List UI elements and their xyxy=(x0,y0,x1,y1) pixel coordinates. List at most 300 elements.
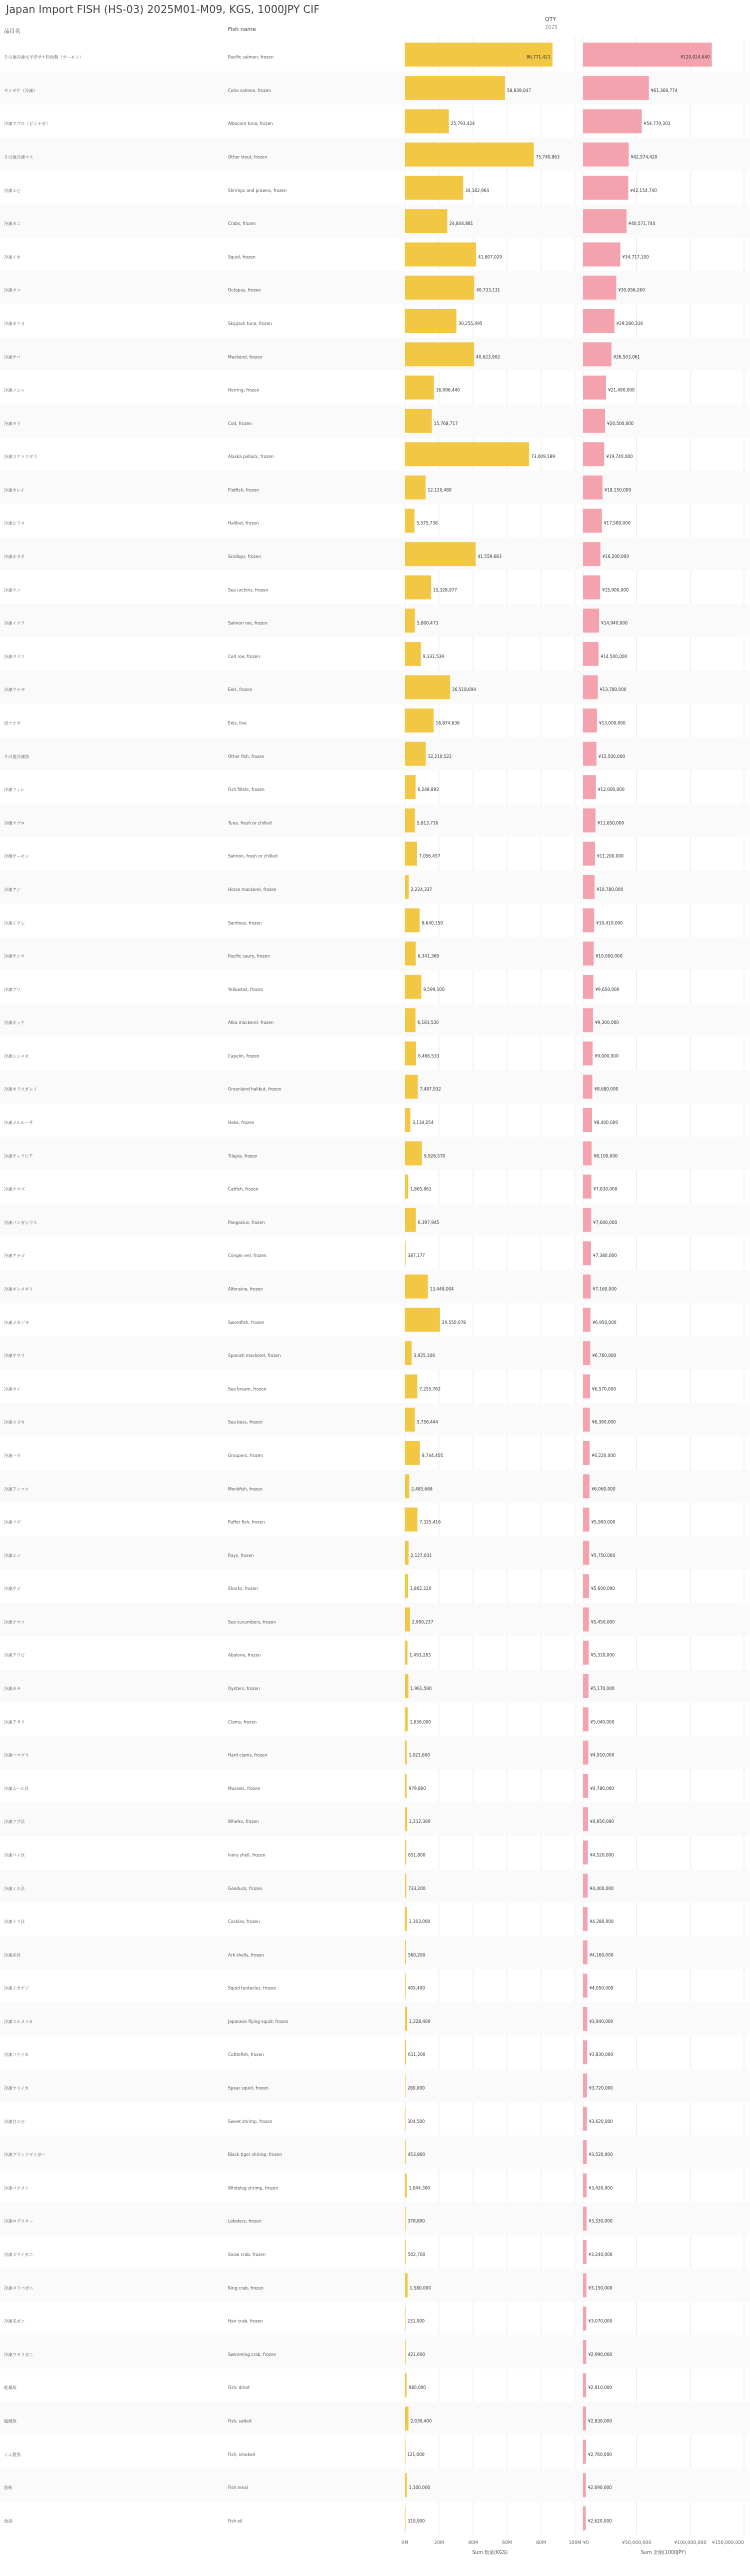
value-data-label: ¥14,940,000 xyxy=(601,620,628,626)
row-label-japanese: 冷凍アンコウ xyxy=(4,1486,29,1492)
qty-bar xyxy=(405,1141,422,1165)
row-label-english: Cockles, frozen xyxy=(228,1919,260,1925)
qty-data-label: 5,800,473 xyxy=(416,620,439,626)
row-label-japanese: 冷凍バイ貝 xyxy=(4,1852,25,1858)
row-label-japanese: 冷凍ティラピア xyxy=(4,1153,33,1159)
row-label-english: Other trout, frozen xyxy=(228,154,268,160)
row-label-japanese: 冷凍ブラックタイガー xyxy=(4,2152,46,2158)
value-data-label: ¥11,200,000 xyxy=(597,853,624,859)
qty-bar xyxy=(405,2373,407,2397)
qty-data-label: 560,200 xyxy=(407,1952,426,1958)
row-label-english: Swimming crab, frozen xyxy=(228,2351,277,2357)
value-data-label: ¥3,330,000 xyxy=(588,2218,613,2224)
row-label-japanese: 冷凍アジ xyxy=(4,886,21,892)
row-label-japanese: 魚油 xyxy=(4,2518,13,2524)
qty-data-label: 6,341,369 xyxy=(417,953,440,959)
qty-bar xyxy=(405,2240,406,2264)
row-label-english: Sea bass, frozen xyxy=(228,1419,263,1425)
row-label-english: Scallops, frozen xyxy=(228,554,262,560)
value-data-label: ¥2,760,000 xyxy=(587,2451,612,2457)
qty-bar xyxy=(405,1341,412,1365)
row-label-english: Groupers, frozen xyxy=(228,1452,263,1458)
qty-data-label: 3,925,106 xyxy=(413,1353,435,1359)
value-bar xyxy=(583,2440,586,2464)
qty-data-label: 2,485,668 xyxy=(411,1486,433,1492)
value-data-label: ¥9,650,000 xyxy=(595,986,620,992)
value-bar xyxy=(583,2473,586,2497)
row-label-japanese: その他冷凍魚 xyxy=(4,753,30,759)
qty-data-label: 2,224,337 xyxy=(410,886,433,892)
value-bar xyxy=(583,1041,593,1065)
value-data-label: ¥34,717,100 xyxy=(622,254,649,260)
row-label-english: King crab, frozen xyxy=(228,2285,264,2291)
qty-data-label: 75,740,863 xyxy=(535,154,560,160)
qty-data-label: 2,900,237 xyxy=(411,1619,434,1625)
value-data-label: ¥3,940,000 xyxy=(589,2018,614,2024)
row-label-japanese: 冷凍コウイカ xyxy=(4,2052,29,2058)
row-band xyxy=(0,2468,750,2501)
value-data-label: ¥3,420,000 xyxy=(588,2185,613,2191)
row-label-english: Oysters, frozen xyxy=(228,1686,260,1692)
value-data-label: ¥21,490,000 xyxy=(608,387,635,393)
qty-data-label: 2,127,031 xyxy=(410,1552,432,1558)
row-band xyxy=(0,2069,750,2102)
qty-bar xyxy=(405,2307,406,2331)
row-label-english: Swordfish, frozen xyxy=(228,1319,265,1325)
row-label-english: Black tiger shrimp, frozen xyxy=(228,2152,282,2158)
value-bar xyxy=(583,1175,591,1199)
row-label-english: Fish oil xyxy=(228,2518,243,2524)
row-label-english: Fish, smoked xyxy=(228,2451,256,2457)
value-bar xyxy=(583,1308,590,1332)
row-band xyxy=(0,737,750,770)
row-label-english: Salmon roe, frozen xyxy=(228,620,268,626)
value-bar xyxy=(583,908,594,932)
value-tick-label: ¥0 xyxy=(583,2541,589,2546)
row-label-english: Conger eel, frozen xyxy=(228,1253,267,1259)
value-bar xyxy=(583,1774,588,1798)
qty-data-label: 16,874,636 xyxy=(435,720,460,726)
value-bar xyxy=(583,242,620,266)
row-label-japanese: 冷凍バナメイ xyxy=(4,2185,29,2191)
qty-data-label: 1,044,300 xyxy=(408,2185,431,2191)
qty-bar xyxy=(405,1275,428,1299)
qty-tick-label: 80M xyxy=(536,2541,546,2546)
row-label-japanese: その他冷凍マス xyxy=(4,154,34,160)
value-data-label: ¥7,830,000 xyxy=(593,1186,618,1192)
row-label-english: Hair crab, frozen xyxy=(228,2318,263,2324)
qty-data-label: 8,744,405 xyxy=(421,1452,444,1458)
row-band xyxy=(0,2335,750,2368)
qty-data-label: 24,844,881 xyxy=(449,221,474,227)
value-data-label: ¥9,000,000 xyxy=(594,1053,619,1059)
row-band xyxy=(0,1004,750,1037)
row-label-japanese: その他冷凍太平洋サケ科魚類（サーモン） xyxy=(4,54,84,60)
row-label-english: Cod, frozen xyxy=(228,420,252,426)
row-label-english: Greenland halibut, frozen xyxy=(228,1086,282,1092)
row-label-english: Hard clams, frozen xyxy=(228,1752,268,1758)
row-label-japanese: 冷凍タコ xyxy=(4,287,21,293)
value-bar xyxy=(583,176,628,200)
qty-bar xyxy=(405,575,431,599)
row-label-english: Albacore tuna, frozen xyxy=(228,121,273,127)
qty-data-label: 453,800 xyxy=(407,2152,426,2158)
value-data-label: ¥2,620,000 xyxy=(587,2518,612,2524)
qty-bar xyxy=(405,808,415,832)
row-label-english: Ark shells, frozen xyxy=(228,1952,265,1958)
row-label-english: Atka mackerel, frozen xyxy=(228,1020,274,1026)
row-label-english: Monkfish, frozen xyxy=(228,1486,263,1492)
row-label-japanese: 冷凍イカ xyxy=(4,254,21,260)
value-data-label: ¥5,600,000 xyxy=(591,1586,615,1592)
qty-bar xyxy=(405,276,474,300)
row-label-japanese: 冷凍ハマグリ xyxy=(4,1752,30,1758)
row-label-japanese: 冷凍ロブスター xyxy=(4,2218,34,2224)
value-bar xyxy=(583,1508,589,1532)
value-bar xyxy=(583,1641,589,1665)
value-bar xyxy=(583,1141,592,1165)
value-data-label: ¥3,070,000 xyxy=(588,2318,613,2324)
value-bar xyxy=(583,742,596,766)
qty-data-label: 405,400 xyxy=(407,1985,426,1991)
row-band xyxy=(0,1270,750,1303)
row-label-english: Eels, live xyxy=(228,720,247,726)
row-band xyxy=(0,1070,750,1103)
row-label-english: Whelks, frozen xyxy=(228,1819,259,1825)
row-label-english: Squid, frozen xyxy=(228,254,256,260)
row-label-japanese: 冷凍タラ xyxy=(4,420,21,426)
row-label-japanese: 冷凍タイ xyxy=(4,1386,21,1392)
value-bar xyxy=(583,1108,592,1132)
value-bar xyxy=(583,642,599,666)
value-data-label: ¥30,956,260 xyxy=(618,287,645,293)
row-label-english: Pacific saury, frozen xyxy=(228,953,270,959)
value-bar xyxy=(583,1208,591,1232)
row-label-english: Tilapia, frozen xyxy=(228,1153,258,1159)
row-label-english: Alfonsino, frozen xyxy=(228,1286,264,1292)
row-label-japanese: 冷凍ブリ xyxy=(4,986,21,992)
qty-data-label: 12,120,480 xyxy=(427,487,452,493)
row-label-japanese: 冷凍サワラ xyxy=(4,1353,25,1359)
value-bar xyxy=(583,1075,592,1099)
value-data-label: ¥3,720,000 xyxy=(588,2085,613,2091)
value-data-label: ¥29,280,316 xyxy=(616,320,644,326)
value-bar xyxy=(583,775,596,799)
qty-bar xyxy=(405,975,421,999)
qty-data-label: 16,996,440 xyxy=(435,387,460,393)
value-data-label: ¥120,024,640 xyxy=(680,54,710,60)
value-data-label: ¥4,650,000 xyxy=(589,1819,614,1825)
row-label-english: Hake, frozen xyxy=(228,1120,255,1126)
qty-data-label: 611,200 xyxy=(408,2052,426,2058)
value-bar xyxy=(583,1441,590,1465)
value-data-label: ¥5,450,000 xyxy=(590,1619,615,1625)
value-bar xyxy=(583,1574,589,1598)
row-band xyxy=(0,1336,750,1369)
qty-data-label: 25,793,424 xyxy=(450,121,475,127)
qty-data-label: 421,600 xyxy=(407,2351,426,2357)
row-label-japanese: 冷凍パンガシウス xyxy=(4,1219,38,1225)
column-header-qty-year: 2025 xyxy=(545,25,558,31)
value-data-label: ¥8,100,000 xyxy=(593,1153,618,1159)
row-band xyxy=(0,1603,750,1636)
column-header-japanese-name: 品目名 xyxy=(4,29,21,35)
row-label-english: Fish, salted xyxy=(228,2418,252,2424)
row-label-japanese: ギンザケ（冷凍） xyxy=(4,87,38,93)
value-axis-title: Sum 金額(1000JPY) xyxy=(641,2551,686,2556)
value-data-label: ¥6,950,000 xyxy=(592,1319,617,1325)
page-title: Japan Import FISH (HS-03) 2025M01-M09, KGS, 1000JPY CIF xyxy=(6,4,320,16)
value-data-label: ¥15,900,000 xyxy=(602,587,629,593)
qty-data-label: 13,448,004 xyxy=(429,1286,454,1292)
row-label-japanese: 冷凍サンマ xyxy=(4,953,25,959)
value-data-label: ¥42,574,420 xyxy=(630,154,658,160)
value-data-label: ¥19,740,000 xyxy=(606,454,633,460)
qty-data-label: 3,134,254 xyxy=(412,1120,434,1126)
qty-data-label: 34,182,964 xyxy=(465,187,490,193)
qty-data-label: 20,550,078 xyxy=(441,1319,466,1325)
value-bar xyxy=(583,2506,586,2530)
qty-bar xyxy=(405,542,476,566)
qty-data-label: 5,756,444 xyxy=(416,1419,439,1425)
qty-bar xyxy=(405,1508,417,1532)
value-bar xyxy=(583,1008,593,1032)
qty-data-label: 387,177 xyxy=(407,1253,425,1259)
row-label-japanese: 塩蔵魚 xyxy=(4,2418,17,2424)
value-data-label: ¥20,500,000 xyxy=(607,420,634,426)
row-label-english: Japanese flying squid, frozen xyxy=(228,2018,289,2024)
row-label-japanese: 冷凍タラコ xyxy=(4,653,25,659)
row-label-japanese: 冷凍キンメダイ xyxy=(4,1286,34,1292)
value-bar xyxy=(583,1607,589,1631)
value-bar xyxy=(583,376,606,400)
qty-bar xyxy=(405,1807,407,1831)
row-label-japanese: 冷凍スズキ xyxy=(4,1419,25,1425)
row-label-japanese: くん製魚 xyxy=(4,2451,21,2457)
value-bar xyxy=(583,808,596,832)
row-label-japanese: 冷凍サバ xyxy=(4,354,21,360)
qty-bar xyxy=(405,1940,406,1964)
value-bar xyxy=(583,1674,589,1698)
row-label-japanese: 冷凍ワタリガニ xyxy=(4,2351,34,2357)
column-header-fish-name: Fish name xyxy=(228,27,256,33)
value-data-label: ¥12,500,000 xyxy=(598,753,626,759)
value-bar xyxy=(583,342,611,366)
qty-bar xyxy=(405,1374,417,1398)
value-data-label: ¥13,780,000 xyxy=(599,687,627,693)
value-data-label: ¥4,050,000 xyxy=(589,1985,614,1991)
value-bar xyxy=(583,1707,588,1731)
qty-bar xyxy=(405,376,434,400)
qty-bar xyxy=(405,1008,416,1032)
qty-data-label: 1,100,000 xyxy=(408,2485,431,2491)
value-data-label: ¥2,690,000 xyxy=(587,2485,612,2491)
qty-bar xyxy=(405,242,476,266)
qty-bar xyxy=(405,908,420,932)
row-label-japanese: 冷凍メルルーサ xyxy=(4,1120,34,1126)
qty-bar xyxy=(405,176,463,200)
value-data-label: ¥2,910,000 xyxy=(588,2385,613,2391)
row-band xyxy=(0,804,750,837)
qty-data-label: 41,807,029 xyxy=(478,254,503,260)
value-bar xyxy=(583,2173,587,2197)
row-label-japanese: 冷凍エビ xyxy=(4,187,21,193)
qty-tick-label: 20M xyxy=(434,2541,444,2546)
row-label-japanese: 冷凍イカゲソ xyxy=(4,1985,29,1991)
value-bar xyxy=(583,1275,591,1299)
value-data-label: ¥6,760,000 xyxy=(592,1353,617,1359)
row-label-english: Octopus, frozen xyxy=(228,287,262,293)
row-label-japanese: 活ウナギ xyxy=(4,720,21,726)
value-data-label: ¥26,503,061 xyxy=(613,354,641,360)
value-data-label: ¥54,770,303 xyxy=(643,121,671,127)
qty-bar xyxy=(405,642,421,666)
qty-bar xyxy=(405,76,505,100)
value-bar xyxy=(583,1374,590,1398)
value-bar xyxy=(583,1907,588,1931)
qty-bar xyxy=(405,1175,408,1199)
row-band xyxy=(0,471,750,504)
value-data-label: ¥10,410,000 xyxy=(596,920,623,926)
value-bar xyxy=(583,2007,587,2031)
row-label-english: Snow crab, frozen xyxy=(228,2252,266,2258)
value-data-label: ¥7,380,000 xyxy=(592,1253,617,1259)
row-label-japanese: 冷蔵マグロ xyxy=(4,820,25,826)
row-label-japanese: 冷凍ホッケ xyxy=(4,1020,25,1026)
qty-data-label: 1,802,220 xyxy=(410,1586,432,1592)
qty-bar xyxy=(405,1241,406,1265)
row-label-english: Sharks, frozen xyxy=(228,1586,258,1592)
row-label-english: Ivory shell, frozen xyxy=(228,1852,266,1858)
row-label-japanese: 冷凍ホタテ xyxy=(4,554,25,560)
qty-bar xyxy=(405,1974,406,1998)
value-data-label: ¥14,500,000 xyxy=(600,653,628,659)
qty-data-label: 9,331,539 xyxy=(422,653,445,659)
value-bar xyxy=(583,143,629,167)
value-bar xyxy=(583,2207,587,2231)
value-bar xyxy=(583,2040,587,2064)
row-label-english: Whiteleg shrimp, frozen xyxy=(228,2185,279,2191)
value-data-label: ¥11,650,000 xyxy=(597,820,625,826)
value-data-label: ¥3,520,000 xyxy=(588,2152,613,2158)
value-data-label: ¥4,780,000 xyxy=(590,1785,615,1791)
row-label-japanese: 冷凍イクラ xyxy=(4,620,25,626)
qty-bar xyxy=(405,2040,406,2064)
row-label-english: Halibut, frozen xyxy=(228,520,259,526)
value-bar xyxy=(583,2107,587,2131)
row-band xyxy=(0,1936,750,1969)
row-label-english: Mackerel, frozen xyxy=(228,354,263,360)
value-data-label: ¥17,580,000 xyxy=(603,520,631,526)
qty-data-label: 6,466,533 xyxy=(417,1053,440,1059)
qty-bar xyxy=(405,2340,406,2364)
qty-data-label: 1,021,600 xyxy=(408,1752,431,1758)
value-data-label: ¥3,240,000 xyxy=(588,2252,613,2258)
value-data-label: ¥7,160,000 xyxy=(592,1286,617,1292)
qty-data-label: 86,771,421 xyxy=(526,54,551,60)
row-label-japanese: 冷凍シシャモ xyxy=(4,1053,29,1059)
row-label-english: Mussels, frozen xyxy=(228,1785,261,1791)
row-label-english: Fish meal xyxy=(228,2485,248,2491)
value-tick-label: ¥100,000,000 xyxy=(674,2541,707,2546)
value-bar xyxy=(583,2140,587,2164)
qty-data-label: 58,839,047 xyxy=(507,87,532,93)
value-data-label: ¥4,520,000 xyxy=(589,1852,614,1858)
qty-bar xyxy=(405,2273,408,2297)
row-band xyxy=(0,1470,750,1503)
row-band xyxy=(0,2002,750,2035)
value-bar xyxy=(583,509,602,533)
row-label-english: Sea bream, frozen xyxy=(228,1386,267,1392)
value-bar xyxy=(583,1408,590,1432)
qty-data-label: 7,255,762 xyxy=(419,1386,441,1392)
value-bar xyxy=(583,1807,588,1831)
qty-data-label: 502,700 xyxy=(407,2252,426,2258)
value-bar xyxy=(583,2373,586,2397)
qty-data-label: 26,518,694 xyxy=(452,687,477,693)
value-bar xyxy=(583,76,649,100)
row-label-japanese: 冷凍ナマコ xyxy=(4,1619,25,1625)
qty-bar xyxy=(405,2406,408,2430)
value-data-label: ¥13,000,000 xyxy=(598,720,626,726)
value-data-label: ¥5,170,000 xyxy=(590,1686,615,1692)
row-label-english: Catfish, frozen xyxy=(228,1186,259,1192)
value-bar xyxy=(583,309,614,333)
row-label-english: Cod roe, frozen xyxy=(228,653,260,659)
qty-bar xyxy=(405,2107,406,2131)
row-label-english: Sea cucumbers, frozen xyxy=(228,1619,277,1625)
row-label-japanese: 冷凍ニシン xyxy=(4,387,25,393)
row-label-english: Crabs, frozen xyxy=(228,221,256,227)
column-header-qty: QTY xyxy=(545,17,557,23)
value-data-label: ¥40,571,744 xyxy=(628,221,656,227)
qty-bar xyxy=(405,1741,407,1765)
row-label-english: Pacific salmon, frozen xyxy=(228,54,274,60)
qty-bar xyxy=(405,209,447,233)
value-bar xyxy=(583,709,597,733)
qty-data-label: 231,000 xyxy=(407,2318,425,2324)
value-bar xyxy=(583,2340,586,2364)
row-label-english: Abalone, frozen xyxy=(228,1652,261,1658)
qty-tick-label: 60M xyxy=(502,2541,512,2546)
value-bar xyxy=(583,2074,587,2098)
qty-bar xyxy=(405,1907,407,1931)
row-label-japanese: 乾燥魚 xyxy=(4,2385,17,2391)
qty-data-label: 6,183,530 xyxy=(417,1020,439,1026)
value-bar xyxy=(583,1841,588,1865)
row-label-japanese: 冷凍ヤリイカ xyxy=(4,2085,29,2091)
qty-bar xyxy=(405,309,456,333)
qty-tick-label: 100M xyxy=(568,2541,582,2546)
qty-bar xyxy=(405,1874,406,1898)
qty-bar xyxy=(405,675,450,699)
value-data-label: ¥12,000,000 xyxy=(597,787,625,793)
qty-data-label: 9,926,570 xyxy=(423,1153,446,1159)
row-band xyxy=(0,537,750,570)
row-label-japanese: 冷凍カニ xyxy=(4,221,21,227)
qty-data-label: 5,813,716 xyxy=(416,820,439,826)
qty-bar xyxy=(405,1474,409,1498)
row-band xyxy=(0,2402,750,2435)
row-label-english: Shrimps and prawns, frozen xyxy=(228,187,287,193)
qty-data-label: 6,248,892 xyxy=(417,787,439,793)
value-bar xyxy=(583,942,594,966)
qty-data-label: 73,009,189 xyxy=(531,454,556,460)
qty-bar xyxy=(405,1208,416,1232)
qty-bar xyxy=(405,1308,440,1332)
row-label-japanese: 冷蔵サーモン xyxy=(4,853,30,859)
row-label-japanese: 冷凍タラバガニ xyxy=(4,2285,34,2291)
